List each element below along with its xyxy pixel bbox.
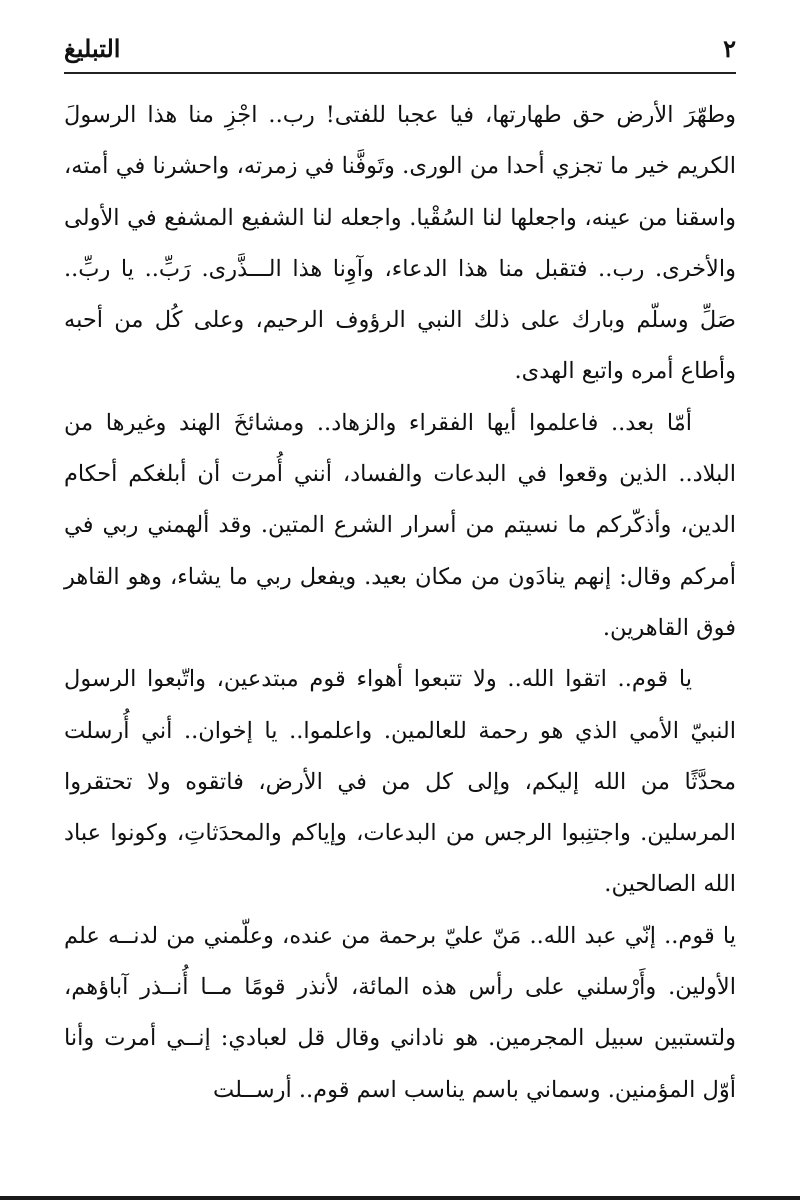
bottom-edge-bar: [0, 1196, 800, 1200]
paragraph: أمّا بعد.. فاعلموا أيها الفقراء والزهاد.. ومشائخَ الهند وغيرها من البلاد.. الذين وقعوا في البدعات والفساد، أنني أُمرت أن أبلغكم أحكام الدين، وأذكّركم ما نسيتم من أسرار الشرع المتين. وقد ألهمني ربي في أمركم وقال: إنهم ينادَون من مكان بعيد. ويفعل ربي ما يشاء، وهو القاهر فوق القاهرين.: [64, 409, 736, 641]
header-divider: [64, 72, 736, 74]
paragraph: يا قوم.. إنّي عبد الله.. مَنّ عليّ برحمة من عنده، وعلّمني من لدنــه علم الأولين. وأَرْسلني على رأس هذه المائة، لأنذر قومًا مــا أُنــذر آباؤهم، ولتستبين سبيل المجرمين. هو ناداني وقال قل لعبادي: إنــي أمرت وأنا أوّل المؤمنين. وسماني باسم يناسب اسم قوم.. أرســلت: [64, 922, 736, 1103]
paragraph: وطهّرَ الأرض حق طهارتها، فيا عجبا للفتى! رب.. اجْزِ منا هذا الرسولَ الكريم خير ما تجزي أحدا من الورى. وتَوفَّنا في زمرته، واحشرنا في أمته، واسقنا من عينه، واجعلها لنا السُقْيا. واجعله لنا الشفيع المشفع في الأولى والأخرى. رب.. فتقبل منا هذا الدعاء، وآوِنا هذا الـــذَّرى. رَبِّ.. يا ربِّ.. صَلِّ وسلّم وبارك على ذلك النبي الرؤوف الرحيم، وعلى كُل من أحبه وأطاع أمره واتبع الهدى.: [64, 102, 736, 385]
paragraph: يا قوم.. اتقوا الله.. ولا تتبعوا أهواء قوم مبتدعين، واتّبعوا الرسول النبيّ الأمي الذي هو رحمة للعالمين. واعلموا.. يا إخوان.. أني أُرسلت محدَّثًا من الله إليكم، وإلى كل من في الأرض، فاتقوه ولا تحتقروا المرسلين. واجتنِبوا الرجس من البدعات، وإياكم والمحدَثاتِ، وكونوا عباد الله الصالحين.: [64, 666, 736, 898]
running-header: [64, 30, 736, 74]
running-title: التبليغ: [64, 34, 121, 63]
page-number: ٢: [723, 34, 736, 63]
body-text: [64, 90, 736, 1116]
